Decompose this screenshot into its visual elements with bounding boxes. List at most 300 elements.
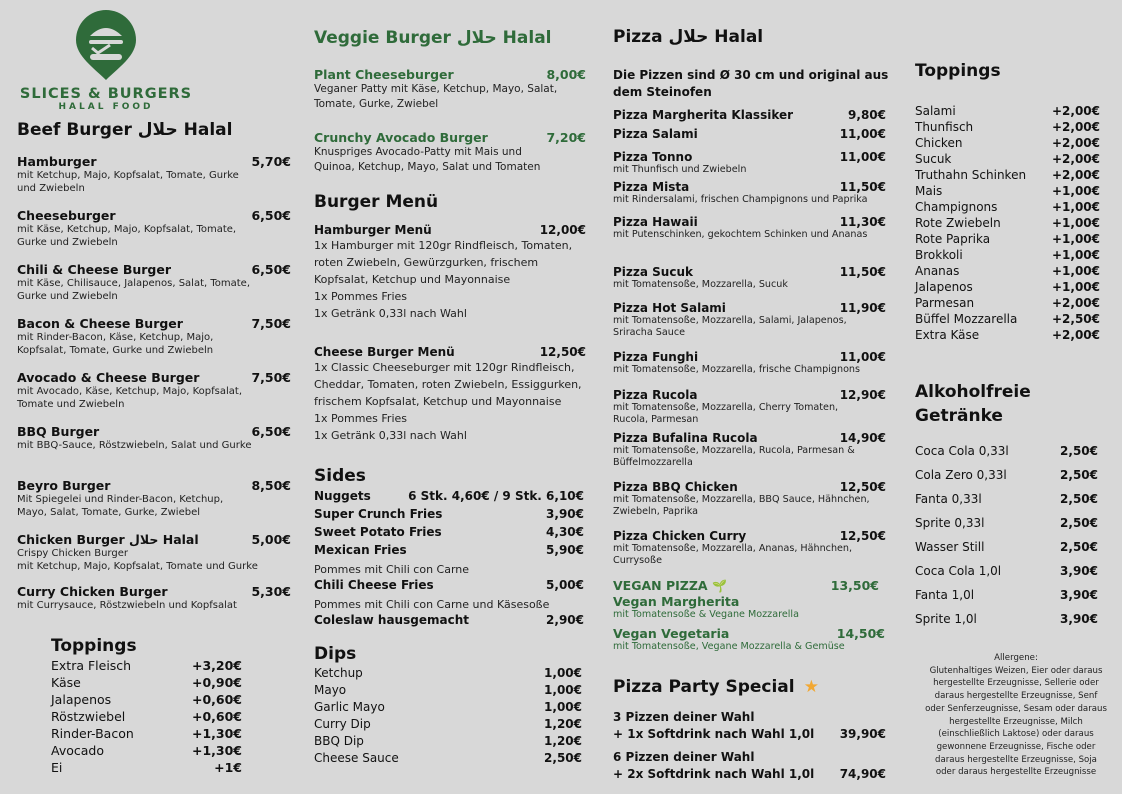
pizza-desc: mit Tomatensoße, Mozzarella, frische Champignons: [613, 364, 861, 375]
drink-price: 2,50€: [1060, 468, 1098, 482]
pizza-topping-name: Truthahn Schinken: [915, 168, 1027, 182]
pizza-item-row: [613, 431, 886, 445]
topping-name: Jalapenos: [51, 692, 112, 707]
pizza-topping-name: Parmesan: [915, 296, 975, 310]
pizza-topping-price: +1,00€: [1051, 200, 1100, 214]
veggie-name: Crunchy Avocado Burger: [314, 130, 488, 145]
pizza-desc: mit Tomatensoße, Mozzarella, Sucuk: [613, 279, 788, 290]
drink-price: 2,50€: [1060, 540, 1098, 554]
sides-list: [314, 507, 584, 631]
pizza-price: 11,00€: [839, 350, 886, 364]
pizza-topping-row: [915, 328, 1100, 344]
menu-item: [314, 345, 586, 444]
veggie-item-row: [314, 67, 586, 82]
side-price: 5,00€: [546, 578, 584, 592]
pizza-item-row: [613, 480, 886, 494]
dip-price: 1,20€: [544, 734, 582, 748]
burger-desc: mit BBQ-Sauce, Röstzwiebeln, Salat und Gurke: [17, 440, 252, 451]
pizza-topping-name: Champignons: [915, 200, 998, 214]
topping-name: Käse: [51, 675, 81, 690]
menu-line: 1x Getränk 0,33l nach Wahl: [314, 307, 467, 320]
burger-desc: mit Käse, Ketchup, Majo, Kopfsalat, Tomate, Gurke und Zwiebeln: [17, 224, 237, 248]
party-offer-row: [613, 726, 886, 743]
veggie-item: [314, 67, 586, 112]
pizza-topping-name: Mais: [915, 184, 943, 198]
topping-price: +1,30€: [191, 726, 242, 741]
menu-price: 12,50€: [539, 345, 586, 359]
pizza-name: Pizza Hot Salami: [613, 301, 726, 315]
drinks-title-line1: Alkoholfreie: [915, 382, 1031, 402]
dip-row: [314, 734, 582, 751]
pizza-name: Pizza Sucuk: [613, 265, 693, 279]
burger-desc: Mit Spiegelei und Rinder-Bacon, Ketchup, Mayo, Salat, Tomate, Gurke, Zwiebel: [17, 494, 224, 518]
pizza-desc: mit Thunfisch und Zwiebeln: [613, 164, 747, 175]
burger-name: Chicken Burger حلال Halal: [17, 532, 199, 547]
pizza-topping-row: [915, 248, 1100, 264]
burger-item-row: [17, 370, 291, 385]
burger-price: 5,70€: [251, 154, 291, 169]
burger-desc: mit Ketchup, Majo, Kopfsalat, Tomate, Gurke und Zwiebeln: [17, 170, 239, 194]
menu-line: roten Zwiebeln, Gewürzgurken, frischem: [314, 256, 539, 269]
pizza-name: Pizza Hawaii: [613, 215, 698, 229]
burger-price: 7,50€: [251, 370, 291, 385]
vegan-pizza-price: 13,50€: [830, 578, 879, 593]
topping-row: [51, 675, 242, 692]
pizza-item: [613, 127, 886, 141]
burger-name: Avocado & Cheese Burger: [17, 370, 200, 385]
drink-row: [915, 516, 1098, 540]
menu-line: 1x Pommes Fries: [314, 412, 408, 425]
pizza-topping-row: [915, 136, 1100, 152]
topping-price: +0,60€: [191, 692, 242, 707]
topping-name: Extra Fleisch: [51, 658, 132, 673]
pizza-price: 12,50€: [839, 529, 886, 543]
pizza-toppings-list: [915, 104, 1100, 344]
pizza-topping-name: Ananas: [915, 264, 960, 278]
dip-price: 1,00€: [544, 666, 582, 680]
burger-item: [17, 262, 291, 303]
pizza-topping-name: Jalapenos: [915, 280, 973, 294]
party-offer: [613, 709, 886, 743]
burger-name: Cheeseburger: [17, 208, 116, 223]
pizza-item-row: [613, 301, 886, 315]
pizza-price: 11,50€: [839, 180, 886, 194]
drink-price: 2,50€: [1060, 516, 1098, 530]
pizza-topping-name: Thunfisch: [915, 120, 974, 134]
menu-line: Cheddar, Tomaten, roten Zwiebeln, Essiggurken,: [314, 378, 582, 391]
pizza-topping-row: [915, 184, 1100, 200]
topping-price: +0,90€: [191, 675, 242, 690]
pizza-topping-row: [915, 168, 1100, 184]
side-name: Mexican Fries: [314, 543, 407, 557]
burger-item-row: [17, 424, 291, 439]
burger-price: 6,50€: [251, 424, 291, 439]
pizza-price: 12,90€: [839, 388, 886, 402]
veggie-item-row: [314, 130, 586, 145]
pizza-name: Pizza Tonno: [613, 150, 693, 164]
pizza-price: 9,80€: [848, 108, 886, 122]
pizza-item-row: [613, 150, 886, 164]
side-name: Chili Cheese Fries: [314, 578, 434, 592]
pizza-topping-row: [915, 312, 1100, 328]
pizza-topping-price: +2,50€: [1051, 312, 1100, 326]
pizza-topping-name: Rote Paprika: [915, 232, 991, 246]
topping-price: +1,30€: [191, 743, 242, 758]
burger-logo-icon: [14, 10, 198, 82]
menu-item-row: [314, 345, 586, 359]
drink-name: Sprite 0,33l: [915, 516, 985, 530]
pizza-name: Pizza Funghi: [613, 350, 699, 364]
topping-row: [51, 658, 242, 675]
topping-price: +0,60€: [191, 709, 242, 724]
vegan-margherita-desc: mit Tomatensoße & Vegane Mozzarella: [613, 609, 799, 620]
veggie-title: Veggie Burger حلال Halal: [314, 28, 552, 48]
side-name: Sweet Potato Fries: [314, 525, 442, 539]
seedling-icon: 🌱: [711, 579, 727, 593]
drink-price: 2,50€: [1060, 444, 1098, 458]
pizza-topping-row: [915, 280, 1100, 296]
side-desc: Pommes mit Chili con Carne und Käsesoße: [314, 598, 550, 611]
pizza-price: 11,90€: [839, 301, 886, 315]
burger-price: 6,50€: [251, 262, 291, 277]
drink-row: [915, 444, 1098, 468]
logo-name: SLICES & BURGERS: [19, 86, 193, 102]
burger-toppings-title: Toppings: [51, 636, 137, 656]
veggie-price: 8,00€: [546, 67, 586, 82]
vegan-pizza-label-wrap: [613, 578, 727, 593]
dip-row: [314, 751, 582, 768]
veggie-desc: Veganer Patty mit Käse, Ketchup, Mayo, Salat, Tomate, Gurke, Zwiebel: [314, 83, 558, 110]
pizza-topping-name: Extra Käse: [915, 328, 980, 342]
pizza-topping-row: [915, 120, 1100, 136]
topping-name: Avocado: [51, 743, 104, 758]
drink-name: Cola Zero 0,33l: [915, 468, 1007, 482]
pizza-item: [613, 431, 886, 469]
pizza-toppings-title: Toppings: [915, 61, 1001, 81]
drink-name: Sprite 1,0l: [915, 612, 977, 626]
pizza-topping-name: Chicken: [915, 136, 963, 150]
side-price: 5,90€: [546, 543, 584, 557]
party-title-row: [613, 677, 819, 697]
menu-line: 1x Getränk 0,33l nach Wahl: [314, 429, 467, 442]
pizza-topping-price: +2,00€: [1051, 328, 1100, 342]
pizza-topping-price: +1,00€: [1051, 232, 1100, 246]
pizza-desc: mit Tomatensoße, Mozzarella, Cherry Tomaten, Rucola, Parmesan: [613, 402, 839, 425]
side-row: [314, 613, 584, 631]
logo: [14, 10, 198, 112]
burger-name: Bacon & Cheese Burger: [17, 316, 183, 331]
pizza-name: Pizza Rucola: [613, 388, 698, 402]
dip-name: Ketchup: [314, 666, 363, 680]
drink-price: 2,50€: [1060, 492, 1098, 506]
burger-name: Curry Chicken Burger: [17, 584, 168, 599]
pizza-item: [613, 301, 886, 339]
burger-item: [17, 370, 291, 411]
logo-tagline: HALAL FOOD: [58, 102, 154, 112]
menu-item-row: [314, 223, 586, 237]
side-row: [314, 543, 584, 561]
pizza-topping-row: [915, 200, 1100, 216]
burger-price: 6,50€: [251, 208, 291, 223]
drinks-title: [915, 380, 1031, 428]
dip-name: Curry Dip: [314, 717, 371, 731]
pizza-item: [613, 388, 886, 426]
burger-price: 5,00€: [251, 532, 291, 547]
side-price: 4,30€: [546, 525, 584, 539]
drink-row: [915, 612, 1098, 636]
pizza-name: Pizza Mista: [613, 180, 690, 194]
dip-name: Garlic Mayo: [314, 700, 385, 714]
burger-desc: mit Käse, Chilisauce, Jalapenos, Salat, Tomate, Gurke und Zwiebeln: [17, 278, 251, 302]
veggie-price: 7,20€: [546, 130, 586, 145]
vegan-pizza-label: VEGAN PIZZA: [613, 578, 708, 593]
nuggets-row: [314, 489, 584, 503]
party-offer-line1: 3 Pizzen deiner Wahl: [613, 710, 755, 724]
pizza-item-row: [613, 180, 886, 194]
pizza-topping-row: [915, 216, 1100, 232]
allergens-title: Allergene:: [994, 653, 1038, 663]
pizza-item: [613, 108, 886, 122]
drink-row: [915, 564, 1098, 588]
pizza-topping-price: +1,00€: [1051, 216, 1100, 230]
drink-row: [915, 540, 1098, 564]
burger-item-row: [17, 584, 291, 599]
topping-price: +1€: [214, 760, 242, 775]
star-icon: ★: [803, 677, 819, 697]
pizza-topping-row: [915, 296, 1100, 312]
drink-price: 3,90€: [1060, 564, 1098, 578]
pizza-item-row: [613, 388, 886, 402]
party-offer-price: 39,90€: [839, 727, 886, 741]
dips-list: [314, 666, 582, 768]
drink-name: Fanta 0,33l: [915, 492, 982, 506]
drink-name: Coca Cola 1,0l: [915, 564, 1002, 578]
pizza-item-row: [613, 215, 886, 229]
dip-price: 1,20€: [544, 717, 582, 731]
burger-item-row: [17, 316, 291, 331]
pizza-item-row: [613, 350, 886, 364]
pizza-topping-price: +1,00€: [1051, 184, 1100, 198]
pizza-desc: mit Putenschinken, gekochtem Schinken und Ananas: [613, 229, 868, 240]
menu-line: Kopfsalat, Ketchup und Mayonnaise: [314, 273, 511, 286]
burger-desc-2: mit Ketchup, Majo, Kopfsalat, Tomate und Gurke: [17, 561, 258, 572]
drink-name: Fanta 1,0l: [915, 588, 975, 602]
menu-name: Cheese Burger Menü: [314, 345, 455, 359]
burger-item: [17, 424, 291, 452]
burger-item: [17, 532, 291, 573]
dips-title: Dips: [314, 644, 357, 664]
party-offer-line2: + 1x Softdrink nach Wahl 1,0l: [613, 727, 815, 741]
burger-price: 8,50€: [251, 478, 291, 493]
burger-price: 5,30€: [251, 584, 291, 599]
burger-item: [17, 316, 291, 357]
dip-name: Mayo: [314, 683, 347, 697]
pizza-topping-price: +2,00€: [1051, 152, 1100, 166]
side-price: 2,90€: [546, 613, 584, 627]
nuggets-price: 6 Stk. 4,60€ / 9 Stk. 6,10€: [408, 489, 584, 503]
pizza-topping-name: Salami: [915, 104, 956, 118]
pizza-topping-price: +2,00€: [1051, 168, 1100, 182]
dip-price: 1,00€: [544, 700, 582, 714]
vegan-vegetaria-desc: mit Tomatensoße, Vegane Mozzarella & Gemüse: [613, 641, 845, 652]
sides-title: Sides: [314, 466, 366, 486]
drink-row: [915, 588, 1098, 612]
topping-row: [51, 692, 242, 709]
burger-item-row: [17, 208, 291, 223]
party-list: [613, 709, 886, 789]
topping-price: +3,20€: [191, 658, 242, 673]
pizza-desc: mit Tomatensoße, Mozzarella, Salami, Jalapenos, Sriracha Sauce: [613, 315, 847, 338]
side-price: 3,90€: [546, 507, 584, 521]
burger-item-row: [17, 262, 291, 277]
pizza-price: 11,00€: [839, 127, 886, 141]
drink-price: 3,90€: [1060, 588, 1098, 602]
burger-item: [17, 584, 291, 612]
pizza-name: Pizza Margherita Klassiker: [613, 108, 794, 122]
topping-row: [51, 760, 242, 777]
menu-price: 12,00€: [539, 223, 586, 237]
menu-name: Hamburger Menü: [314, 223, 432, 237]
pizza-desc: mit Rindersalami, frischen Champignons und Paprika: [613, 194, 868, 205]
pizza-item: [613, 215, 886, 241]
drink-row: [915, 468, 1098, 492]
pizza-name: Pizza Salami: [613, 127, 698, 141]
burger-desc: Crispy Chicken Burger: [17, 548, 128, 559]
dip-row: [314, 683, 582, 700]
pizza-price: 11,50€: [839, 265, 886, 279]
topping-name: Rinder-Bacon: [51, 726, 134, 741]
drink-name: Coca Cola 0,33l: [915, 444, 1009, 458]
pizza-topping-price: +2,00€: [1051, 104, 1100, 118]
pizza-item: [613, 265, 886, 291]
burger-desc: mit Avocado, Käse, Ketchup, Majo, Kopfsalat, Tomate und Zwiebeln: [17, 386, 242, 410]
party-offer-line1: 6 Pizzen deiner Wahl: [613, 750, 755, 764]
menu-line: frischem Kopfsalat, Ketchup und Mayonnaise: [314, 395, 562, 408]
burger-price: 7,50€: [251, 316, 291, 331]
dip-name: BBQ Dip: [314, 734, 364, 748]
vegan-pizza-block: [613, 578, 885, 653]
menu-line: 1x Hamburger mit 120gr Rindfleisch, Tomaten,: [314, 239, 573, 252]
pizza-topping-row: [915, 264, 1100, 280]
drink-row: [915, 492, 1098, 516]
pizza-topping-price: +1,00€: [1051, 264, 1100, 278]
beef-title: Beef Burger حلال Halal: [17, 120, 233, 140]
burger-item-row: [17, 154, 291, 169]
veggie-item: [314, 130, 586, 175]
pizza-price: 14,90€: [839, 431, 886, 445]
pizza-topping-row: [915, 232, 1100, 248]
side-desc: Pommes mit Chili con Carne: [314, 563, 470, 576]
dip-price: 2,50€: [544, 751, 582, 765]
menu-item: [314, 223, 586, 322]
allergens-text: Glutenhaltiges Weizen, Eier oder daraus hergestellte Erzeugnisse, Sellerie oder daraus hergestellte Erzeugnisse, Senf oder Senferzeugnisse, Sesam oder daraus hergestellte Erzeugnisse, Milch (einschließlich Laktose) oder daraus gewonnene Erzeugnisse, Fische oder daraus hergestellte Erzeugnisse, Soja oder daraus hergestellte Erzeugnisse: [925, 665, 1107, 778]
party-title: Pizza Party Special: [613, 677, 795, 697]
pizza-name: Pizza BBQ Chicken: [613, 480, 738, 494]
burger-item: [17, 208, 291, 249]
topping-name: Röstzwiebel: [51, 709, 126, 724]
topping-row: [51, 743, 242, 760]
side-row: [314, 525, 584, 543]
burger-name: BBQ Burger: [17, 424, 100, 439]
dip-row: [314, 666, 582, 683]
pizza-topping-price: +1,00€: [1051, 248, 1100, 262]
burger-name: Chili & Cheese Burger: [17, 262, 172, 277]
pizza-topping-price: +2,00€: [1051, 296, 1100, 310]
veggie-name: Plant Cheeseburger: [314, 67, 454, 82]
vegan-vegetaria-price: 14,50€: [836, 626, 885, 641]
pizza-topping-name: Brokkoli: [915, 248, 963, 262]
side-row: [314, 507, 584, 525]
pizza-item: [613, 150, 886, 176]
menu-line: 1x Pommes Fries: [314, 290, 408, 303]
dip-row: [314, 700, 582, 717]
menu-line: 1x Classic Cheeseburger mit 120gr Rindfleisch,: [314, 361, 575, 374]
burger-name: Beyro Burger: [17, 478, 111, 493]
pizza-topping-row: [915, 152, 1100, 168]
burger-toppings-list: [51, 658, 242, 777]
nuggets-name: Nuggets: [314, 489, 371, 503]
party-offer-row: [613, 766, 886, 783]
pizza-desc: mit Tomatensoße, Mozzarella, Rucola, Parmesan & Büffelmozzarella: [613, 445, 855, 468]
burger-desc: mit Rinder-Bacon, Käse, Ketchup, Majo, Kopfsalat, Tomate, Gurke und Zwiebeln: [17, 332, 214, 356]
drinks-title-line2: Getränke: [915, 406, 1003, 426]
veggie-desc: Knuspriges Avocado-Patty mit Mais und Quinoa, Ketchup, Mayo, Salat und Tomaten: [314, 146, 541, 173]
pizza-topping-name: Sucuk: [915, 152, 952, 166]
pizza-item-row: [613, 265, 886, 279]
pizza-item: [613, 350, 886, 376]
dip-price: 1,00€: [544, 683, 582, 697]
burger-item: [17, 478, 291, 519]
pizza-price: 11,00€: [839, 150, 886, 164]
pizza-price: 11,30€: [839, 215, 886, 229]
pizza-name: Pizza Chicken Curry: [613, 529, 747, 543]
topping-row: [51, 709, 242, 726]
drink-name: Wasser Still: [915, 540, 985, 554]
pizza-topping-name: Büffel Mozzarella: [915, 312, 1018, 326]
pizza-name: Pizza Bufalina Rucola: [613, 431, 758, 445]
burger-item: [17, 154, 291, 195]
party-offer-line2: + 2x Softdrink nach Wahl 1,0l: [613, 767, 815, 781]
drinks-list: [915, 444, 1098, 636]
pizza-topping-name: Rote Zwiebeln: [915, 216, 1001, 230]
pizza-topping-price: +2,00€: [1051, 136, 1100, 150]
pizza-item-row: [613, 127, 886, 141]
pizza-item: [613, 180, 886, 206]
pizza-topping-row: [915, 104, 1100, 120]
burger-item-row: [17, 532, 291, 547]
pizza-intro: Die Pizzen sind Ø 30 cm und original aus dem Steinofen: [613, 68, 889, 99]
pizza-topping-price: +2,00€: [1051, 120, 1100, 134]
burger-desc: mit Currysauce, Röstzwiebeln und Kopfsalat: [17, 600, 237, 611]
drink-price: 3,90€: [1060, 612, 1098, 626]
pizza-item-row: [613, 108, 886, 122]
topping-name: Ei: [51, 760, 63, 775]
burger-name: Hamburger: [17, 154, 97, 169]
pizza-desc: mit Tomatensoße, Mozzarella, Ananas, Hähnchen, Currysoße: [613, 543, 853, 566]
pizza-item: [613, 480, 886, 518]
side-name: Coleslaw hausgemacht: [314, 613, 469, 627]
party-offer-price: 74,90€: [839, 767, 886, 781]
side-name: Super Crunch Fries: [314, 507, 443, 521]
vegan-margherita-name: Vegan Margherita: [613, 594, 740, 609]
allergens: [925, 652, 1107, 779]
pizza-title: Pizza حلال Halal: [613, 27, 764, 47]
burger-item-row: [17, 478, 291, 493]
pizza-topping-price: +1,00€: [1051, 280, 1100, 294]
pizza-item: [613, 529, 886, 567]
menu-title: Burger Menü: [314, 192, 439, 212]
dip-name: Cheese Sauce: [314, 751, 399, 765]
